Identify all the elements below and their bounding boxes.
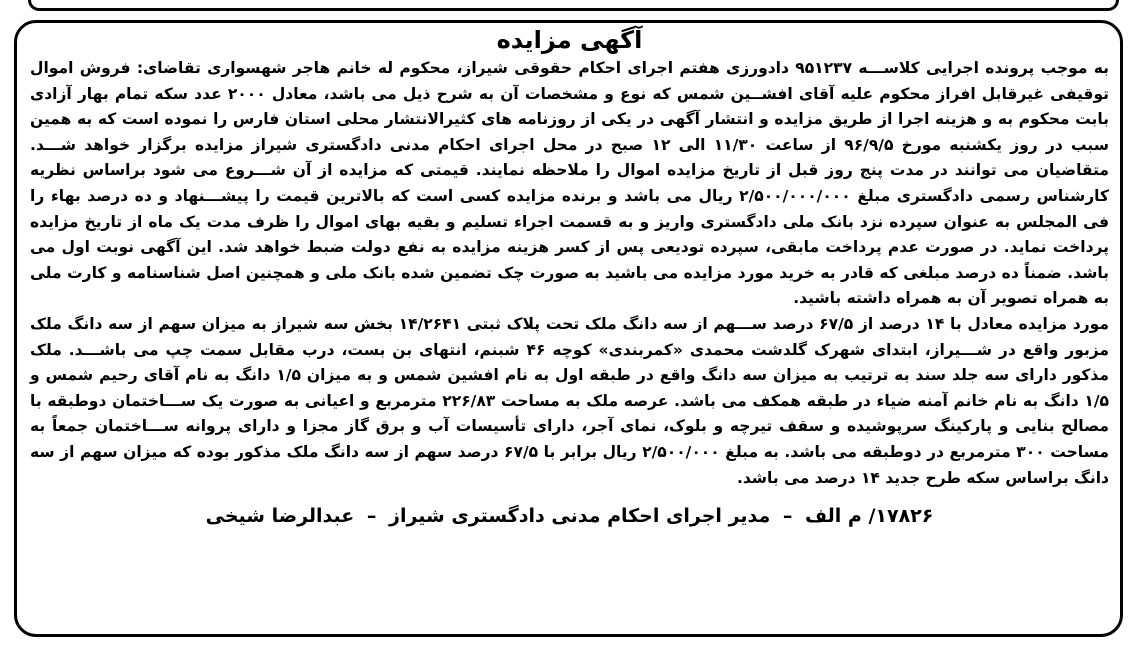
footer-signatory: عبدالرضا شیخی bbox=[205, 505, 355, 528]
footer-issuer: مدیر اجرای احکام مدنی دادگستری شیراز bbox=[389, 505, 771, 528]
notice-content bbox=[30, 24, 1109, 531]
notice-title: آگهی مزایده bbox=[496, 26, 643, 54]
notice-paragraph-property-details: مورد مزایده معادل با ۱۴ درصد از ۶۷/۵ درصد ســـهم از سه دانگ ملک تحت پلاک ثبتی ۱۴/۲۶۴۱ بخش سه شیراز به میزان سهم از سه دانگ ملک مزبور واقع در شـــیراز، ابتدای شهرک گلدشت محمدی «کمربندی» کوچه ۴۶ شبنم، انتهای بن بست، درب مقابل سمت چپ می باشـــد. ملک مذکور دارای سه جلد سند به ترتیب به میزان سه دانگ واقع در طبقه اول به نام افشین شمس و به میزان ۱/۵ دانگ به نام آقای رحیم شمس و ۱/۵ دانگ به نام خانم آمنه ضیاء در طبقه همکف می باشد. عرصه ملک به مساحت ۲۲۶/۸۳ مترمربع و اعیانی به صورت یک ســـاختمان دوطبقه با مصالح بنایی و پارکینگ سرپوشیده و سقف تیرچه و بلوک، نمای آجر، دارای تأسیسات آب و برق گاز مجزا و دارای پروانه ســـاختمان جمعاً به مساحت ۳۰۰ مترمربع در دوطبقه می باشد. به مبلغ ۲/۵۰۰/۰۰۰ ریال برابر با ۶۷/۵ درصد سهم از سه دانگ ملک مذکور بوده که میزان سهم از سه دانگ براساس سکه طرح جدید ۱۴ درصد می باشد. bbox=[30, 314, 1110, 487]
top-border-decoration bbox=[28, 0, 1119, 11]
footer-separator: – bbox=[782, 505, 793, 528]
notice-footer bbox=[30, 501, 1109, 531]
footer-separator: – bbox=[366, 505, 377, 528]
notice-paragraph-auction-terms: به موجب پرونده اجرایی کلاســـه ۹۵۱۲۳۷ دادورزی هفتم اجرای احکام حقوقی شیراز، محکوم له خانم هاجر شهسواری تقاضای: فروش اموال توقیفی غیرقابل افراز محکوم علیه آقای افشــین شمس که نوع و مشخصات آن به شرح ذیل می باشد، معادل ۲۰۰۰ عدد سکه تمام بهار آزادی بابت محکوم به و هزینه اجرا از طریق مزایده و انتشار آگهی در یکی از روزنامه های کثیرالانتشار محلی استان فارس را نموده است که به همین سبب در روز یکشنبه مورخ ۹۶/۹/۵ از ساعت ۱۱/۳۰ الی ۱۲ صبح در محل اجرای احکام مدنی دادگستری شیراز مزایده برگزار خواهد شـــد. متقاضیان می توانند در مدت پنج روز قبل از تاریخ مزایده اموال را ملاحظه نمایند. قیمتی که مزایده از آن شـــروع می شود براساس نظریه کارشناس رسمی دادگستری مبلغ ۲/۵۰۰/۰۰۰/۰۰۰ ریال می باشد و برنده مزایده کسی است که بالاترین قیمت را پیشـــنهاد و ده درصد بهاء را فی المجلس به عنوان سپرده نزد بانک ملی دادگستری واریز و به قسمت اجراء تسلیم و بقیه بهای اموال را ظرف مدت یک ماه از تاریخ مزایده پرداخت نماید. در صورت عدم پرداخت مابقی، سپرده تودیعی پس از کسر هزینه مزایده به نفع دولت ضبط خواهد شد. این آگهی نوبت اول می باشد. ضمناً ده درصد مبلغی که قادر به خرید مورد مزایده می باشید به صورت چک تضمین شده بانک ملی و همچنین اصل شناسنامه و کارت ملی به همراه تصویر آن به همراه داشته باشید. bbox=[30, 59, 1110, 308]
footer-reference-number: ۱۷۸۲۶/ م الف bbox=[805, 505, 934, 528]
